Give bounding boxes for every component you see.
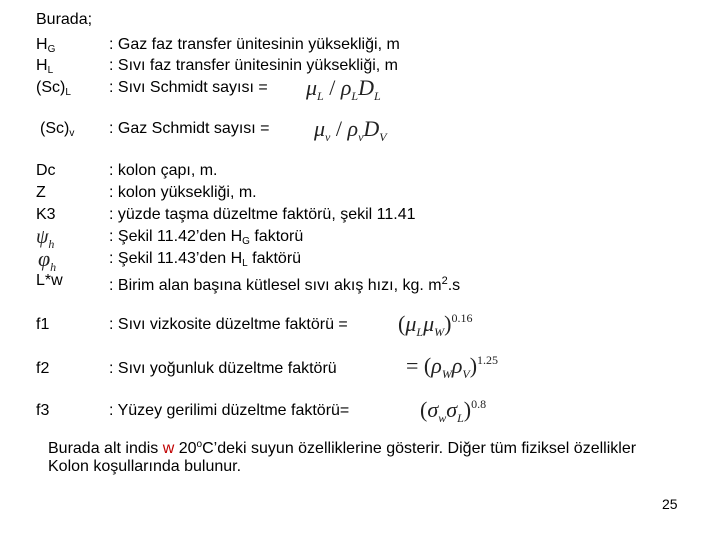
desc-psi-h: : Şekil 11.42’den $H_G$ faktorü: [109, 228, 304, 247]
desc-f3: : Yüzey gerilimi düzeltme faktörü=: [109, 402, 350, 419]
intro-text: Burada;: [36, 11, 93, 28]
symbol-psi-h: $\psi_h$: [36, 226, 55, 251]
desc-z: : kolon yüksekliği, m.: [109, 184, 257, 201]
desc-k3: : yüzde taşma düzeltme faktörü, şekil 11.41: [109, 206, 416, 223]
desc-phi-h: : Şekil 11.43’den $H_L$ faktörü: [109, 250, 302, 269]
formula-f3: $(\sigma_w\sigma_L)^{0.8}$: [420, 397, 487, 425]
symbol-f1: f1: [36, 316, 50, 333]
symbol-sc-liquid: $(Sc)_L$: [36, 79, 71, 98]
desc-sc-liquid: : Sıvı Schmidt sayısı =: [109, 79, 268, 96]
symbol-z: Z: [36, 184, 46, 201]
symbol-phi-h: $\varphi_h$: [38, 246, 57, 274]
desc-f1: : Sıvı vizkosite düzeltme faktörü =: [109, 316, 348, 333]
symbol-lw: L*w: [36, 272, 63, 289]
note-line-1: Burada alt indis w 20$^o$C’deki suyun özelliklerine gösterir. Diğer tüm fiziksel özellikler: [48, 439, 637, 457]
symbol-hl: $H_L$: [36, 57, 54, 76]
symbol-f3: f3: [36, 402, 50, 419]
symbol-dc: Dc: [36, 162, 56, 179]
symbol-hg: $H_G$: [36, 36, 56, 55]
desc-lw: : Birim alan başına kütlesel sıvı akış hızı, kg. $m^2.s$: [109, 275, 461, 294]
symbol-k3: K3: [36, 206, 56, 223]
desc-hl: : Sıvı faz transfer ünitesinin yüksekliği, m: [109, 57, 398, 74]
formula-sc-liquid: $\mu_L / \rho_LD_L$: [306, 75, 381, 103]
desc-sc-gas: : Gaz Schmidt sayısı =: [109, 120, 270, 137]
note-line-2: Kolon koşullarında bulunur.: [48, 458, 242, 475]
symbol-f2: f2: [36, 360, 50, 377]
desc-f2: : Sıvı yoğunluk düzeltme faktörü: [109, 360, 337, 377]
formula-f1: $(\mu_L\mu_W)^{0.16}$: [398, 311, 473, 339]
desc-dc: : kolon çapı, m.: [109, 162, 218, 179]
symbol-sc-gas: $(Sc)_v$: [40, 120, 75, 139]
desc-hg: : Gaz faz transfer ünitesinin yüksekliği, m: [109, 36, 400, 53]
formula-sc-gas: $\mu_v / \rho_vD_V$: [314, 116, 387, 144]
formula-f2: = $(\rho_W\rho_V)^{1.25}$: [406, 353, 499, 381]
page-number: 25: [662, 496, 678, 512]
